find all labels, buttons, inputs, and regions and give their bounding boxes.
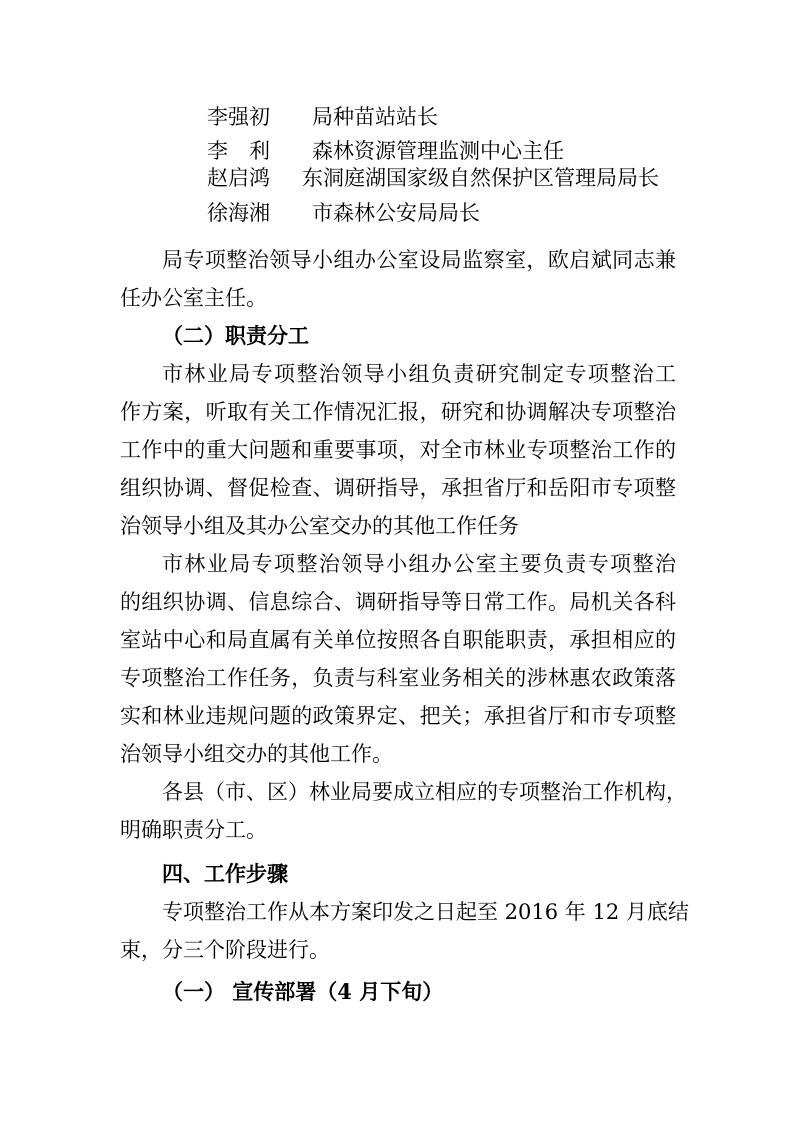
text-line: 组织协调、督促检查、调研指导，承担省厅和岳阳市专项整 [120, 476, 676, 500]
section-heading-steps: 四、工作步骤 [162, 861, 288, 886]
text-line: 室站中心和局直属有关单位按照各自职能职责，承担相应的 [120, 628, 676, 652]
text-line: 治领导小组交办的其他工作。 [120, 742, 393, 766]
text-line: 工作中的重大问题和重要事项，对全市林业专项整治工作的 [120, 438, 676, 462]
member-name: 徐海湘 [207, 201, 270, 225]
text-line: 治领导小组及其办公室交办的其他工作任务 [120, 514, 519, 538]
member-title: 东洞庭湖国家级自然保护区管理局局长 [302, 166, 659, 190]
text-line: 市林业局专项整治领导小组办公室主要负责专项整治 [162, 552, 676, 576]
text-line: 实和林业违规问题的政策界定、把关；承担省厅和市专项整 [120, 704, 676, 728]
text-line: 明确职责分工。 [120, 818, 267, 842]
text-line: 作方案，听取有关工作情况汇报，研究和协调解决专项整治 [120, 400, 676, 424]
text-line: 局专项整治领导小组办公室设局监察室，欧启斌同志兼 [162, 248, 676, 272]
text-line: 束，分三个阶段进行。 [120, 938, 330, 962]
subsection-heading-publicity: （一） 宣传部署（4 月下旬） [162, 979, 444, 1004]
text-line: 专项整治工作任务，负责与科室业务相关的涉林惠农政策落 [120, 666, 676, 690]
member-title: 市森林公安局局长 [312, 201, 480, 225]
section-heading-duties: （二）职责分工 [162, 323, 309, 348]
member-name: 李强初 [207, 105, 270, 129]
text-line: 任办公室主任。 [120, 286, 267, 310]
text-line: 专项整治工作从本方案印发之日起至 2016 年 12 月底结 [162, 900, 689, 924]
text-line: 的组织协调、信息综合、调研指导等日常工作。局机关各科 [120, 590, 676, 614]
member-name: 赵启鸿 [207, 166, 270, 190]
text-line: 各县（市、区）林业局要成立相应的专项整治工作机构， [162, 780, 687, 804]
member-name: 李 利 [207, 139, 270, 163]
member-title: 森林资源管理监测中心主任 [312, 139, 564, 163]
text-line: 市林业局专项整治领导小组负责研究制定专项整治工 [162, 362, 676, 386]
member-title: 局种苗站站长 [312, 105, 438, 129]
